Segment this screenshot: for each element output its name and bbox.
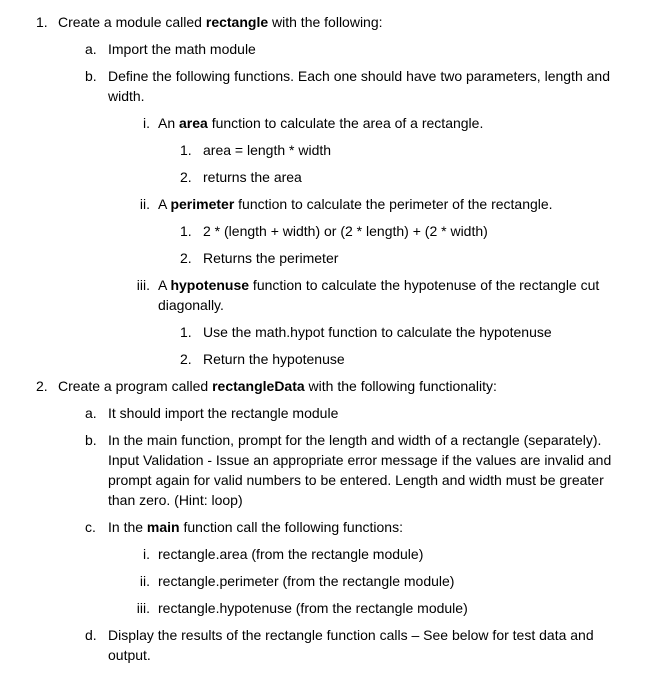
text-segment: function to calculate the area of a rectangle. [207, 115, 484, 131]
list-item [0, 248, 629, 268]
bold-text-segment: main [146, 519, 180, 535]
item-marker: 1. [180, 142, 192, 158]
item-text [158, 598, 629, 618]
list-item [0, 349, 629, 369]
item-text [203, 248, 629, 268]
list-item [0, 517, 629, 537]
text-segment: returns the area [203, 169, 302, 185]
item-text [58, 376, 629, 396]
text-segment: Create a module called [58, 14, 206, 30]
text-segment: rectangle.perimeter (from the rectangle module) [158, 573, 455, 589]
text-segment: A [158, 277, 171, 293]
text-segment: Returns the perimeter [203, 250, 339, 266]
item-marker: iii. [136, 277, 150, 293]
bold-text-segment: rectangle [205, 14, 269, 30]
item-text [108, 430, 629, 510]
text-segment: An [158, 115, 180, 131]
item-marker: i. [143, 115, 150, 131]
item-text [158, 275, 629, 315]
item-marker: b. [85, 432, 97, 448]
text-segment: function to calculate the perimeter of the rectangle. [234, 196, 553, 212]
list-item [0, 194, 629, 214]
list-item [0, 571, 629, 591]
item-marker: 2. [180, 169, 192, 185]
item-marker: 2. [180, 351, 192, 367]
list-item [0, 376, 629, 396]
item-marker: ii. [139, 573, 150, 589]
item-text [203, 322, 629, 342]
item-marker: a. [85, 405, 97, 421]
item-text [108, 517, 629, 537]
text-segment: A [158, 196, 171, 212]
text-segment: Create a program called [58, 378, 213, 394]
item-marker: b. [85, 68, 97, 84]
item-text [158, 113, 629, 133]
text-segment: Use the math.hypot function to calculate the hypotenuse [203, 324, 552, 340]
list-item [0, 322, 629, 342]
text-segment: Import the math module [108, 41, 256, 57]
text-segment: Define the following functions. Each one should have two parameters, length and width. [108, 68, 610, 104]
list-item [0, 544, 629, 564]
list-item [0, 430, 629, 510]
item-marker: a. [85, 41, 97, 57]
item-text [203, 221, 629, 241]
text-segment: Display the results of the rectangle function calls – See below for test data and output. [108, 627, 594, 663]
item-text [203, 349, 629, 369]
item-marker: 1. [180, 324, 192, 340]
text-segment: rectangle.hypotenuse (from the rectangle module) [158, 600, 468, 616]
bold-text-segment: perimeter [170, 196, 235, 212]
list-item [0, 66, 629, 106]
item-marker: iii. [136, 600, 150, 616]
text-segment: In the main function, prompt for the length and width of a rectangle (separately). Input Validation - Issue an appropriate error message if the values are invalid and prompt again for valid numbers to be entered. Length and width must be greater than zero. (Hint: loop) [108, 432, 612, 508]
list-item [0, 625, 629, 665]
text-segment: rectangle.area (from the rectangle module) [158, 546, 424, 562]
item-marker: 2. [36, 378, 48, 394]
item-marker: 1. [180, 223, 192, 239]
text-segment: function call the following functions: [179, 519, 403, 535]
assignment-document [0, 12, 629, 665]
list-item [0, 598, 629, 618]
item-text [108, 403, 629, 423]
item-marker: d. [85, 627, 97, 643]
list-item [0, 113, 629, 133]
item-marker: c. [85, 519, 96, 535]
bold-text-segment: hypotenuse [170, 277, 250, 293]
item-text [158, 571, 629, 591]
text-segment: with the following: [268, 14, 383, 30]
item-marker: 1. [36, 14, 48, 30]
list-item [0, 140, 629, 160]
item-marker: ii. [139, 196, 150, 212]
item-text [108, 66, 629, 106]
item-text [108, 625, 629, 665]
text-segment: with the following functionality: [304, 378, 497, 394]
bold-text-segment: rectangleData [212, 378, 305, 394]
list-item [0, 39, 629, 59]
list-item [0, 221, 629, 241]
text-segment: In the [108, 519, 147, 535]
list-item [0, 403, 629, 423]
list-item [0, 167, 629, 187]
text-segment: area = length * width [203, 142, 332, 158]
item-text [203, 167, 629, 187]
text-segment: function to calculate the hypotenuse of the rectangle cut diagonally. [158, 277, 600, 313]
item-text [203, 140, 629, 160]
item-marker: i. [143, 546, 150, 562]
item-text [58, 12, 629, 32]
text-segment: Return the hypotenuse [203, 351, 345, 367]
list-item [0, 275, 629, 315]
list-item [0, 12, 629, 32]
item-marker: 2. [180, 250, 192, 266]
text-segment: It should import the rectangle module [108, 405, 339, 421]
item-text [158, 544, 629, 564]
text-segment: 2 * (length + width) or (2 * length) + (2 * width) [203, 223, 488, 239]
bold-text-segment: area [179, 115, 208, 131]
instruction-list [0, 12, 629, 665]
item-text [108, 39, 629, 59]
item-text [158, 194, 629, 214]
